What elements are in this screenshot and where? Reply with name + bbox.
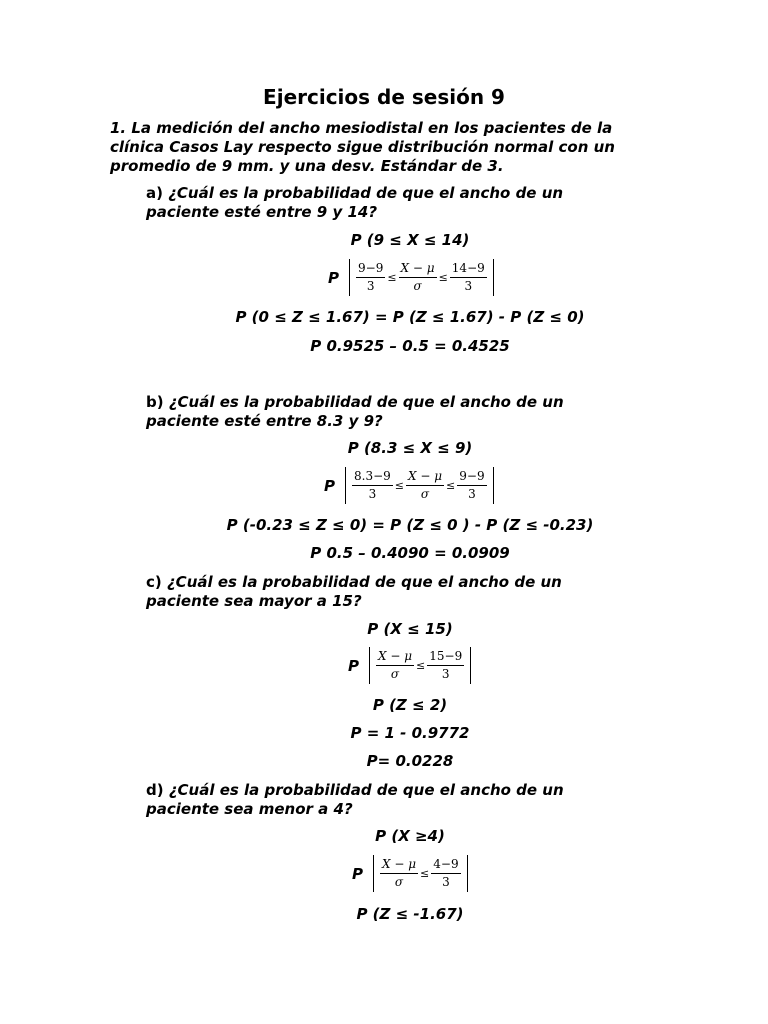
fraction-denominator: σ [420, 487, 430, 501]
fraction-numerator: 8.3−9 [352, 469, 393, 486]
fraction-denominator: 3 [368, 487, 377, 501]
fraction-numerator: 9−9 [457, 469, 486, 486]
question-b [146, 393, 626, 431]
question-a [146, 184, 626, 222]
question-a-line2: paciente esté entre 9 y 14? [146, 203, 378, 221]
fraction-denominator: 3 [442, 875, 450, 889]
leq-sign: ≤ [387, 271, 397, 284]
equation-b-2: P (-0.23 ≤ Z ≤ 0) = P (Z ≤ 0 ) - P (Z ≤ -0.23) [226, 516, 594, 534]
question-d-label: d) [146, 781, 164, 799]
question-a-label: a) [146, 184, 163, 202]
problem-1-line: promedio de 9 mm. y una desv. Estándar de 3. [110, 157, 504, 175]
fraction-denominator: 3 [441, 667, 450, 681]
formula-d-p: P [352, 864, 363, 883]
formula-a [328, 259, 494, 296]
question-c-label: c) [146, 573, 162, 591]
fraction-denominator: 3 [464, 279, 473, 293]
equation-d-2: P (Z ≤ -1.67) [356, 905, 464, 923]
fraction-denominator: 3 [468, 487, 476, 501]
leq-sign: ≤ [446, 479, 456, 492]
problem-1-line: 1. La medición del ancho mesiodistal en los pacientes de la [110, 119, 613, 137]
fraction-numerator: 9−9 [356, 261, 385, 278]
formula-c-bracket [369, 647, 471, 684]
problem-1-line: clínica Casos Lay respecto sigue distribución normal con un [110, 138, 615, 156]
formula-b [324, 467, 494, 504]
formula-d-bracket [373, 855, 468, 892]
leq-sign: ≤ [420, 867, 430, 880]
equation-a-3: P 0.9525 – 0.5 = 0.4525 [310, 337, 510, 355]
equation-c-4: P= 0.0228 [366, 752, 454, 770]
fraction-numerator: X − μ [406, 469, 444, 486]
formula-a-bracket [349, 259, 494, 296]
formula-d [352, 855, 468, 892]
fraction-denominator: σ [390, 667, 400, 681]
leq-sign: ≤ [394, 479, 404, 492]
question-b-line2: paciente esté entre 8.3 y 9? [146, 412, 383, 430]
equation-c-3: P = 1 - 0.9772 [350, 724, 470, 742]
formula-b-bracket [345, 467, 494, 504]
equation-c-1: P (X ≤ 15) [367, 620, 453, 638]
fraction-numerator: 14−9 [450, 261, 487, 278]
equation-d-1: P (X ≥4) [375, 827, 445, 845]
question-c [146, 573, 626, 611]
fraction-numerator: X − μ [399, 261, 437, 278]
leq-sign: ≤ [416, 659, 426, 672]
formula-b-p: P [324, 476, 335, 495]
equation-b-3: P 0.5 – 0.4090 = 0.0909 [310, 544, 510, 562]
formula-c-p: P [348, 656, 359, 675]
question-b-line1: ¿Cuál es la probabilidad de que el ancho de un [168, 393, 564, 411]
fraction-denominator: σ [413, 279, 422, 293]
fraction-denominator: 3 [366, 279, 375, 293]
question-b-label: b) [146, 393, 164, 411]
document-title: Ejercicios de sesión 9 [263, 85, 505, 109]
question-c-line2: paciente sea mayor a 15? [146, 592, 362, 610]
equation-a-1: P (9 ≤ X ≤ 14) [350, 231, 470, 249]
question-d-line2: paciente sea menor a 4? [146, 800, 353, 818]
fraction-numerator: 15−9 [427, 649, 464, 666]
fraction-denominator: σ [394, 875, 404, 889]
question-c-line1: ¿Cuál es la probabilidad de que el ancho de un [166, 573, 562, 591]
formula-c [348, 647, 471, 684]
problem-1-statement [110, 119, 650, 176]
equation-a-2: P (0 ≤ Z ≤ 1.67) = P (Z ≤ 1.67) - P (Z ≤ 0) [235, 308, 585, 326]
equation-b-1: P (8.3 ≤ X ≤ 9) [347, 439, 473, 457]
equation-c-2: P (Z ≤ 2) [372, 696, 448, 714]
fraction-numerator: 4−9 [431, 857, 460, 874]
formula-a-p: P [328, 268, 339, 287]
question-a-line1: ¿Cuál es la probabilidad de que el ancho de un [168, 184, 564, 202]
question-d-line1: ¿Cuál es la probabilidad de que el ancho de un [168, 781, 564, 799]
leq-sign: ≤ [438, 271, 448, 284]
question-d [146, 781, 626, 819]
fraction-numerator: X − μ [376, 649, 414, 666]
fraction-numerator: X − μ [380, 857, 418, 874]
